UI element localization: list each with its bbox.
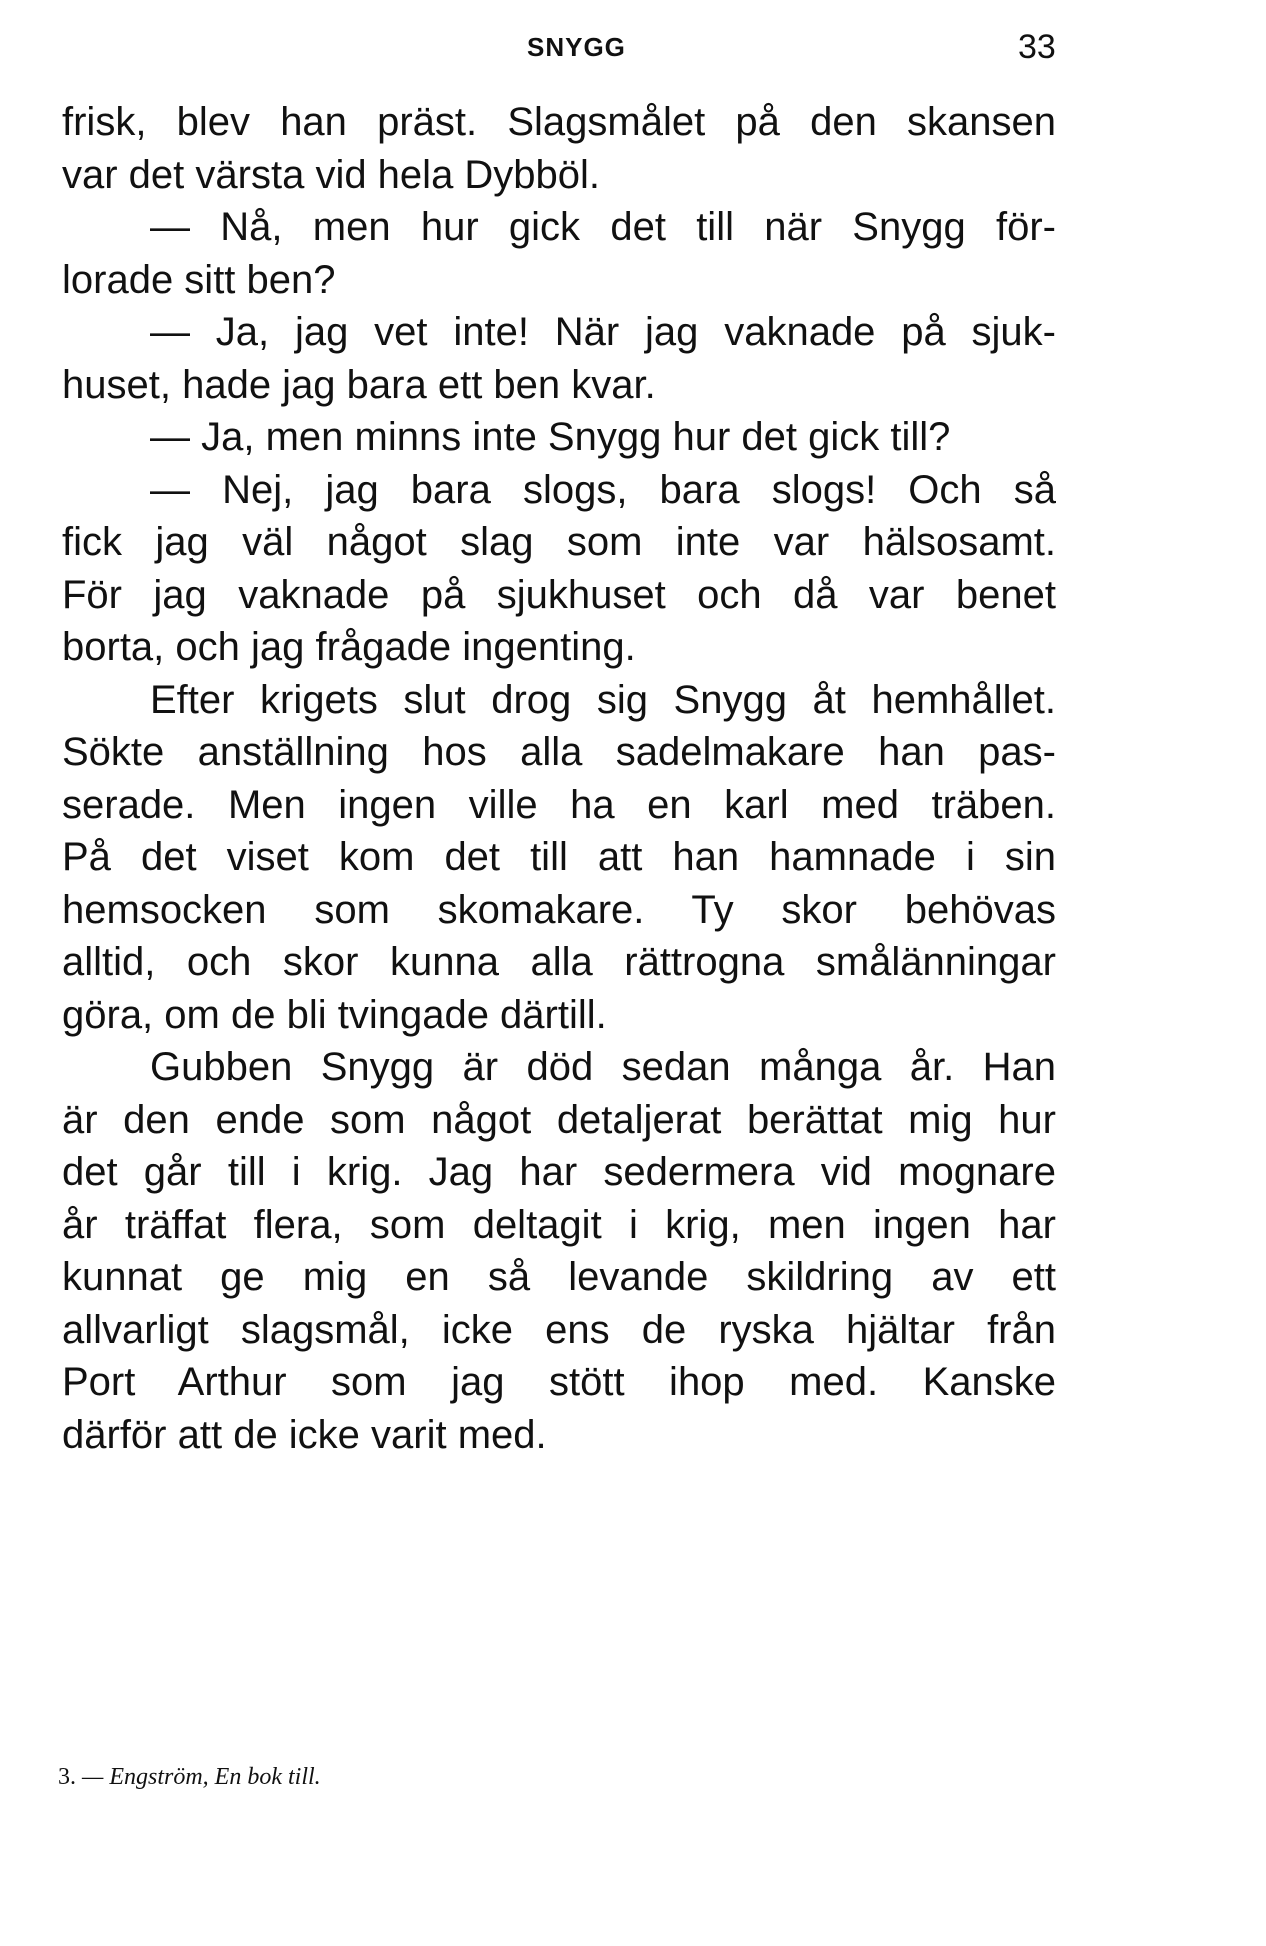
text-line: var det värsta vid hela Dybböl. [62, 152, 601, 197]
text-line: är den ende som något detaljerat berättat mig hur [62, 1097, 1056, 1142]
page-number: 33 [1018, 28, 1056, 66]
text-line: kunnat ge mig en så levande skildring av ett [62, 1255, 1056, 1299]
signature-footer [58, 1764, 321, 1791]
text-line: Gubben Snygg är död sedan många år. Han [150, 1045, 1056, 1089]
text-line: frisk, blev han präst. Slagsmålet på den skansen [62, 100, 1056, 144]
text-line: — Nej, jag bara slogs, bara slogs! Och så [150, 467, 1056, 512]
text-line: fick jag väl något slag som inte var hälsosamt. [62, 520, 1056, 564]
running-head-title: SNYGG [527, 32, 626, 62]
text-line: alltid, och skor kunna alla rättrogna smålänningar [62, 940, 1056, 984]
text-line: För jag vaknade på sjukhuset och då var benet [62, 572, 1056, 617]
text-line: — Ja, men minns inte Snygg hur det gick till? [150, 415, 951, 459]
text-line: Port Arthur som jag stött ihop med. Kanske [62, 1360, 1056, 1404]
text-line: På det viset kom det till att han hamnade i sin [62, 835, 1056, 879]
text-line: — Nå, men hur gick det till när Snygg för- [150, 205, 1056, 249]
text-line: hemsocken som skomakare. Ty skor behövas [62, 887, 1056, 932]
text-line: göra, om de bli tvingade därtill. [62, 992, 607, 1037]
text-line: huset, hade jag bara ett ben kvar. [62, 362, 656, 407]
text-line: Efter krigets slut drog sig Snygg åt hemhållet. [150, 677, 1056, 722]
body-text [62, 96, 1056, 1461]
text-line: år träffat flera, som deltagit i krig, men ingen har [62, 1202, 1056, 1247]
text-line: serade. Men ingen ville ha en karl med träben. [62, 782, 1056, 827]
text-line: lorade sitt ben? [62, 257, 336, 302]
text-line: borta, och jag frågade ingenting. [62, 625, 636, 669]
text-line: allvarligt slagsmål, icke ens de ryska hjältar från [62, 1307, 1056, 1352]
signature-text: — Engström, En bok till. [82, 1764, 321, 1790]
text-line: det går till i krig. Jag har sedermera vid mognare [62, 1150, 1056, 1194]
running-head [0, 28, 1266, 72]
text-line: Sökte anställning hos alla sadelmakare han pas- [62, 730, 1056, 774]
text-line: därför att de icke varit med. [62, 1412, 547, 1457]
signature-number: 3. [58, 1764, 76, 1790]
text-line: — Ja, jag vet inte! När jag vaknade på sjuk- [150, 310, 1056, 354]
